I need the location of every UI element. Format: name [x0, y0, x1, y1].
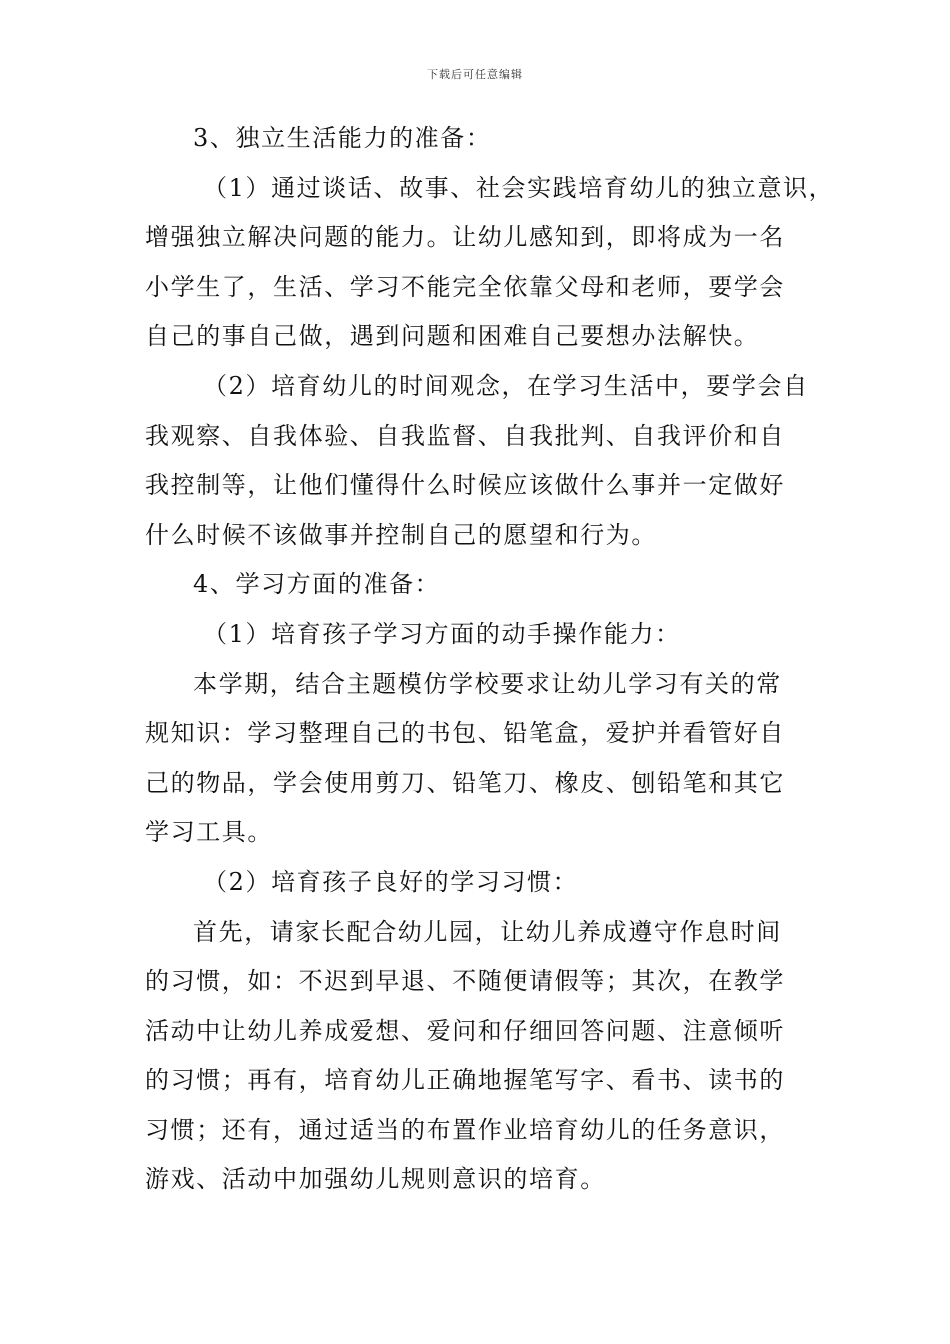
text-line: 活动中让幼儿养成爱想、爱问和仔细回答问题、注意倾听 [145, 1016, 785, 1045]
text-line: 自己的事自己做，遇到问题和困难自己要想办法解快。 [145, 322, 760, 351]
document-body [145, 124, 835, 1217]
text-line: 什么时候不该做事并控制自己的愿望和行为。 [145, 520, 657, 549]
text-line: 己的物品，学会使用剪刀、铅笔刀、橡皮、刨铅笔和其它 [145, 768, 785, 797]
page-header: 下载后可任意编辑 [427, 68, 523, 81]
text-line: 我控制等，让他们懂得什么时候应该做什么事并一定做好 [145, 471, 785, 500]
text-line: （1）通过谈话、故事、社会实践培育幼儿的独立意识， [203, 173, 835, 202]
text-line: 规知识：学习整理自己的书包、铅笔盒，爱护并看管好自 [145, 719, 785, 748]
text-line: 学习工具。 [145, 818, 273, 847]
text-line: 的习惯；再有，培育幼儿正确地握笔写字、看书、读书的 [145, 1066, 785, 1095]
text-line: 增强独立解决问题的能力。让幼儿感知到，即将成为一名 [145, 223, 785, 252]
text-line: 4、学习方面的准备： [193, 570, 441, 599]
text-line: 的习惯，如：不迟到早退、不随便请假等；其次，在教学 [145, 967, 785, 996]
text-line: 小学生了，生活、学习不能完全依靠父母和老师，要学会 [145, 272, 785, 301]
text-line: 我观察、自我体验、自我监督、自我批判、自我评价和自 [145, 421, 785, 450]
text-line: 习惯；还有，通过适当的布置作业培育幼儿的任务意识， [145, 1115, 785, 1144]
text-line: （1）培育孩子学习方面的动手操作能力： [203, 619, 681, 648]
text-line: 首先，请家长配合幼儿园，让幼儿养成遵守作息时间 [193, 917, 782, 946]
text-line: 游戏、活动中加强幼儿规则意识的培育。 [145, 1165, 606, 1194]
text-line: （2）培育孩子良好的学习习惯： [203, 867, 579, 896]
text-line: 本学期，结合主题模仿学校要求让幼儿学习有关的常 [193, 669, 782, 698]
text-line: （2）培育幼儿的时间观念，在学习生活中，要学会自 [203, 371, 809, 400]
text-line: 3、独立生活能力的准备： [193, 124, 492, 152]
